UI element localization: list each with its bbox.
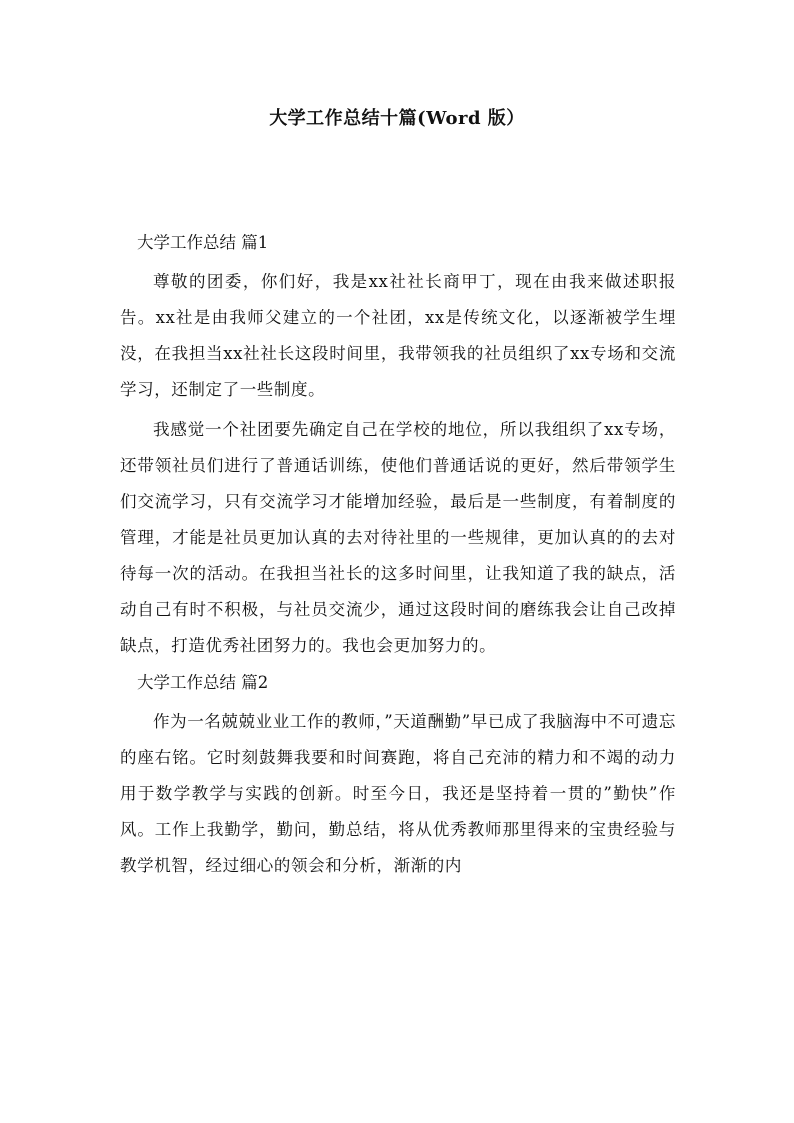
document-title: 大学工作总结十篇(Word 版） — [269, 108, 525, 129]
section-heading: 大学工作总结 篇2 — [137, 673, 269, 692]
paragraph: 我感觉一个社团要先确定自己在学校的地位，所以我组织了xx专场，还带领社员们进行了普通话训练，使他们普通话说的更好，然后带领学生们交流学习，只有交流学习才能增加经验，最后是一些制度，有着制度的管理，才能是社员更加认真的去对待社里的一些规律，更加认真的的去对待每一次的活动。在我担当社长的这多时间里，让我知道了我的缺点，活动自己有时不积极，与社员交流少，通过这段时间的磨练我会让自己改掉缺点，打造优秀社团努力的。我也会更加努力的。 — [120, 420, 676, 655]
paragraph: 尊敬的团委，你们好，我是xx社社长商甲丁，现在由我来做述职报告。xx社是由我师父建立的一个社团，xx是传统文化，以逐渐被学生埋没，在我担当xx社社长这段时间里，我带领我的社员组织了xx专场和交流学习，还制定了一些制度。 — [120, 272, 676, 399]
paragraph: 作为一名兢兢业业工作的教师，”天道酬勤”早已成了我脑海中不可遗忘的座右铭。它时刻鼓舞我要和时间赛跑，将自己充沛的精力和不竭的动力用于数学教学与实践的创新。时至今日，我还是坚持着一贯的”勤快”作风。工作上我勤学，勤问，勤总结，将从优秀教师那里得来的宝贵经验与教学机智，经过细心的领会和分析，渐渐的内 — [120, 712, 676, 875]
section-2 — [120, 668, 676, 884]
section-heading: 大学工作总结 篇1 — [137, 233, 269, 252]
document-body — [120, 228, 676, 888]
section-1 — [120, 228, 676, 664]
